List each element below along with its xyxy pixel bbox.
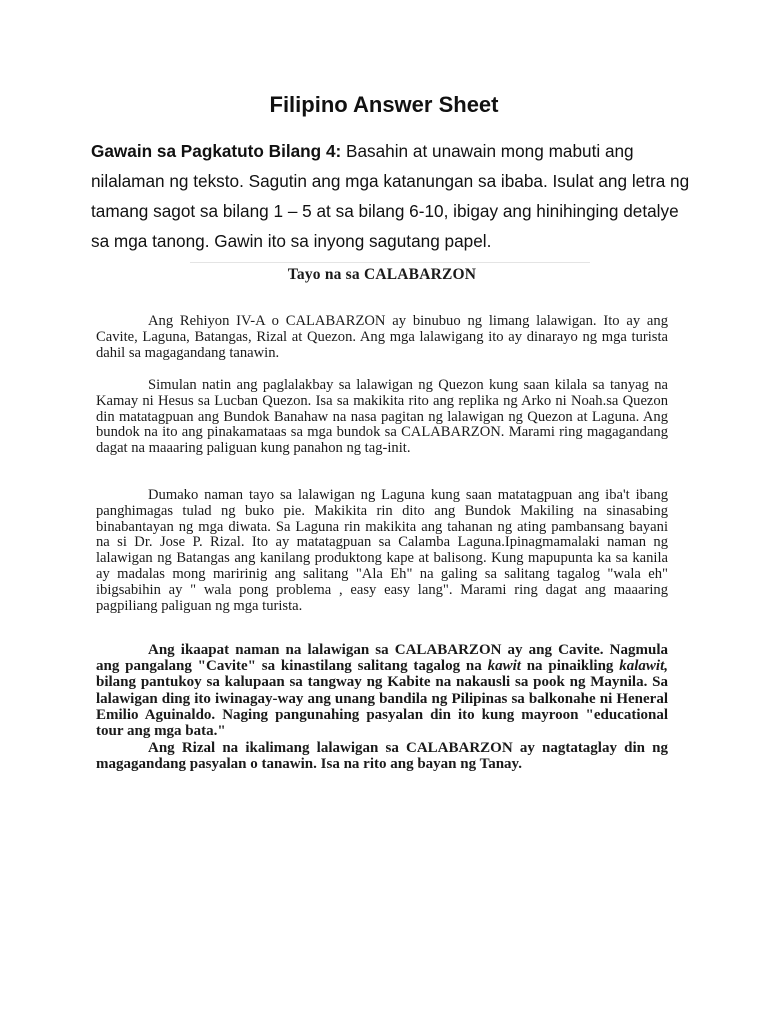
story-paragraph-4 bbox=[96, 642, 668, 739]
word-kawit: kawit bbox=[487, 658, 521, 675]
page-title: Filipino Answer Sheet bbox=[269, 92, 499, 117]
instructions-paragraph bbox=[91, 136, 691, 256]
story-paragraph-4-part-c: bilang pantukoy sa kalupaan sa tangway ng Kabite na nakausli sa pook ng Maynila. Sa lalawigan ding ito iwinagay-way ang unang bandila ng Pilipinas sa balkonahe ni Heneral Emilio Aguinaldo. Naging pangunahing pasyalan din ito kung mayroon "educational tour ang mga bata." bbox=[96, 674, 668, 740]
scan-artifact-line bbox=[190, 262, 590, 263]
word-kalawit: kalawit, bbox=[619, 658, 668, 675]
story-paragraph-4-part-b: na pinaikling bbox=[520, 658, 620, 675]
story-paragraph-5: Ang Rizal na ikalimang lalawigan sa CALABARZON ay nagtataglay din ng magagandang pasyalan o tanawin. Isa na rito ang bayan ng Tanay. bbox=[96, 740, 668, 773]
story-paragraph-1: Ang Rehiyon IV-A o CALABARZON ay binubuo ng limang lalawigan. Ito ay ang Cavite, Laguna, Batangas, Rizal at Quezon. Ang mga lalawigang ito ay dinarayo ng mga turista dahil sa magagandang tanawin. bbox=[96, 313, 668, 361]
instructions-text: Basahin at unawain mong mabuti ang nilalaman ng teksto. Sagutin ang mga katanungan sa ibaba. Isulat ang letra ng tamang sagot sa bilang 1 – 5 at sa bilang 6-10, ibigay ang hinihinging detalye sa mga tanong. Gawin ito sa inyong sagutang papel. bbox=[91, 141, 690, 251]
story-title: Tayo na sa CALABARZON bbox=[287, 266, 477, 283]
story-paragraph-2: Simulan natin ang paglalakbay sa lalawigan ng Quezon kung saan kilala sa tanyag na Kamay ni Hesus sa Lucban Quezon. Isa sa makikita rito ang replika ng Arko ni Noah.sa Quezon din matatagpuan ang Bundok Banahaw na nasa pagitan ng lalawigan ng Quezon at Laguna. Ang bundok na ito ang pinakamataas sa mga bundok sa CALABARZON. Marami ring magagandang dagat na maaaring paliguan kung panahon ng tag-init. bbox=[96, 377, 668, 457]
story-paragraph-4-part-a: Ang ikaapat naman na lalawigan sa CALABARZON ay ang Cavite. Nagmula ang pangalang "Cavite" sa kinastilang salitang tagalog na bbox=[96, 642, 668, 675]
activity-label: Gawain sa Pagkatuto Bilang 4: bbox=[91, 141, 342, 161]
scanned-reading-passage bbox=[96, 256, 668, 806]
story-paragraph-3: Dumako naman tayo sa lalawigan ng Laguna kung saan matatagpuan ang iba't ibang panghimagas tulad ng buko pie. Makikita rin dito ang Bundok Makiling na sinasabing binabantayan ng mga diwata. Sa Laguna rin makikita ang tahanan ng ating pambansang bayani na si Dr. Jose P. Rizal. Ito ay matatagpuan sa Calamba Laguna.Ipinagmamalaki naman ng lalawigan ng Batangas ang kanilang produktong kape at balisong. Kung mapupunta ka sa kanila ay madalas mong maririnig ang salitang "Ala Eh" na galing sa salitang tagalog "wala eh" ibigsabihin ay " wala pong problema , easy easy lang". Marami ring dagat ang maaaring pagpiliang paliguan ng mga turista. bbox=[96, 487, 668, 614]
